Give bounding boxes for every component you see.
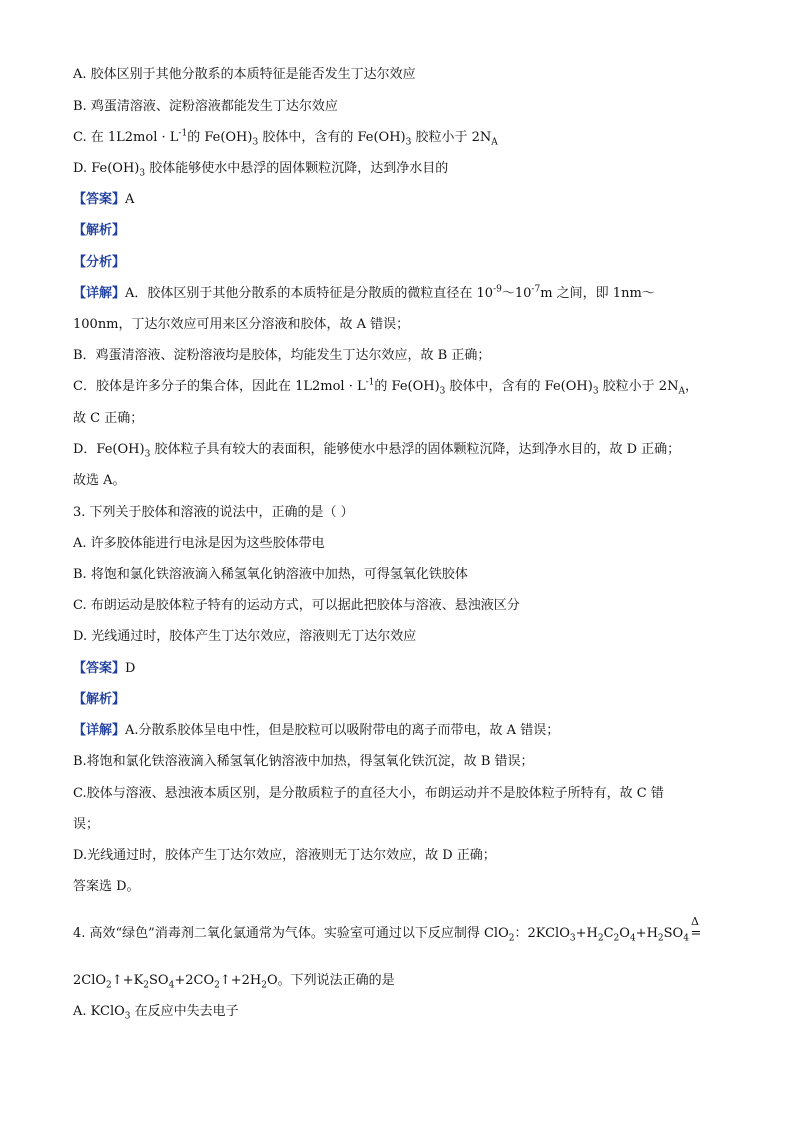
q2-option-b: B. 鸡蛋清溶液、淀粉溶液都能发生丁达尔效应 (73, 99, 338, 114)
q2-conclusion: 故选 A。 (73, 473, 126, 488)
q2-option-a: A. 胶体区别于其他分散系的本质特征是能否发生丁达尔效应 (73, 67, 416, 82)
q4-equation-products: $2ClO_2↑+K_2SO_4+2CO_2↑+2H_2O$。下列说法正确的是 (73, 973, 395, 991)
q2-detail-c: C．胶体是许多分子的集合体，因此在 $1L2mol \cdot L^{-1}$的 $Fe(OH)_3$ 胶体中，含有的 $Fe(OH)_3$ 胶粒小于 $2N_A$， (73, 377, 698, 397)
q2-detail-d: D．$Fe(OH)_3$ 胶体粒子具有较大的表面积，能够使水中悬浮的固体颗粒沉降，达到净水目的，故 D 正确； (73, 442, 681, 460)
heating-condition-symbol: Δ = (690, 915, 702, 941)
q3-detail-d: D.光线通过时，胶体产生丁达尔效应，溶液则无丁达尔效应，故 D 正确； (73, 848, 496, 863)
q3-detail-c: C.胶体与溶液、悬浊液本质区别，是分散质粒子的直径大小，布朗运动并不是胶体粒子所特有，故 C 错 (73, 786, 664, 801)
q4-stem: 4. 高效“绿色”消毒剂二氧化氯通常为气体。实验室可通过以下反应制得 ClO$_2$：$2KClO_3+H_2C_2O_4+H_2SO_4$ Δ = (73, 915, 702, 944)
q2-detail-a-cont: 100nm，丁达尔效应可用来区分溶液和胶体，故 A 错误； (73, 317, 410, 332)
q3-stem: 3. 下列关于胶体和溶液的说法中，正确的是（ ） (73, 505, 354, 520)
q2-analysis-label: 【解析】 (73, 223, 126, 238)
q2-detail-c-cont: 故 C 正确； (73, 411, 144, 426)
q3-detail-b: B.将饱和氯化铁溶液滴入稀氢氧化钠溶液中加热，得氢氧化铁沉淀，故 B 错误； (73, 754, 534, 769)
q3-detail-a: 【详解】A.分散系胶体呈电中性，但是胶粒可以吸附带电的离子而带电，故 A 错误； (73, 723, 560, 738)
q3-detail-c-cont: 误； (73, 817, 100, 832)
q3-option-d: D. 光线通过时，胶体产生丁达尔效应，溶液则无丁达尔效应 (73, 629, 417, 644)
q3-option-a: A. 许多胶体能进行电泳是因为这些胶体带电 (73, 536, 325, 551)
q3-conclusion: 答案选 D。 (73, 879, 140, 894)
answer-label: 【答案】 (73, 192, 126, 207)
q2-answer: 【答案】A (73, 192, 135, 207)
q2-detail-b: B．鸡蛋清溶液、淀粉溶液均是胶体，均能发生丁达尔效应，故 B 正确； (73, 348, 491, 363)
q2-option-c: C. 在 $1L2mol \cdot L^{-1}$的 $Fe(OH)_3$ 胶体中，含有的 $Fe(OH)_3$ 胶粒小于 $2N_A$ (73, 128, 498, 148)
q3-answer: 【答案】D (73, 661, 136, 676)
q3-analysis-label: 【解析】 (73, 692, 126, 707)
q4-option-a: A. KClO$_3$ 在反应中失去电子 (73, 1004, 239, 1022)
q3-option-c: C. 布朗运动是胶体粒子特有的运动方式，可以据此把胶体与溶液、悬浊液区分 (73, 598, 520, 613)
q2-option-d: D. $Fe(OH)_3$ 胶体能够使水中悬浮的固体颗粒沉降，达到净水目的 (73, 161, 449, 179)
q2-fenxi-label: 【分析】 (73, 255, 126, 270)
q2-detail-a: 【详解】A．胶体区别于其他分散系的本质特征是分散质的微粒直径在 $10^{-9}\sim 10^{-7}m$ 之间，即 1nm～ (73, 284, 655, 301)
q3-option-b: B. 将饱和氯化铁溶液滴入稀氢氧化钠溶液中加热，可得氢氧化铁胶体 (73, 567, 468, 582)
